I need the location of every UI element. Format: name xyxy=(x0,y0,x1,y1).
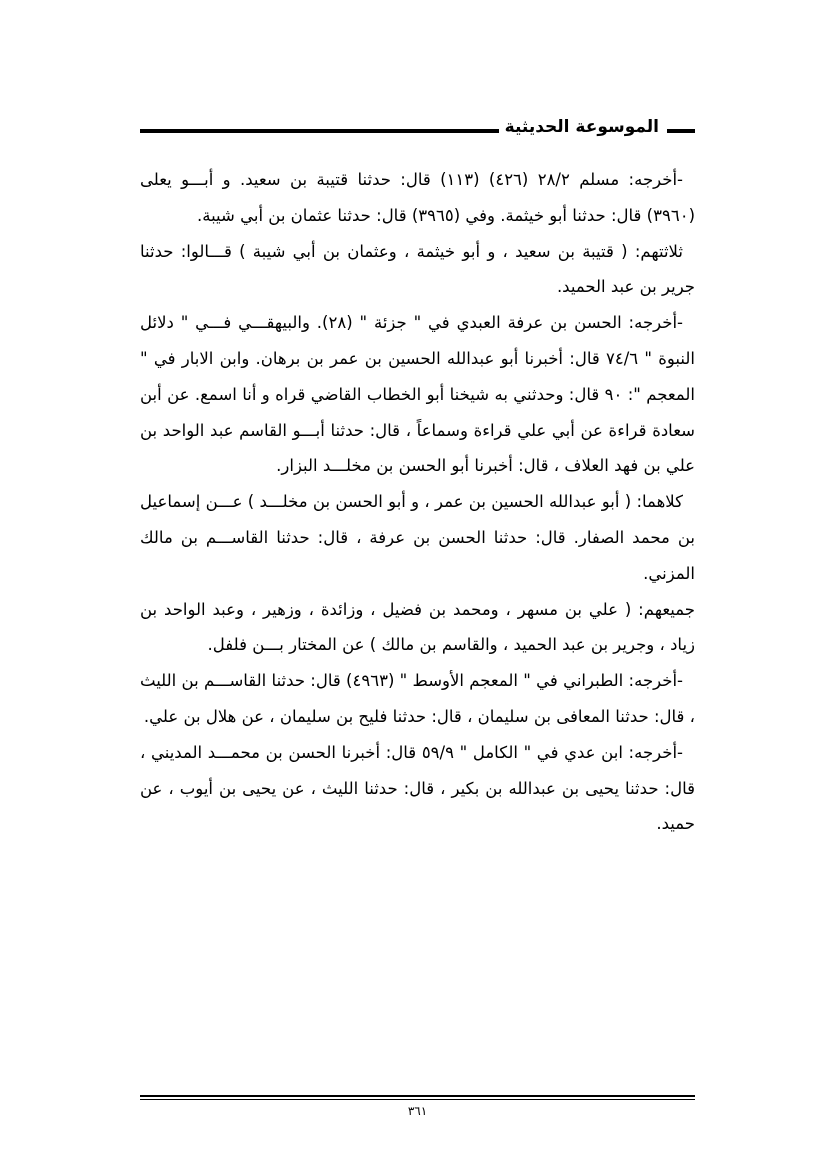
paragraph-takhrij-ibn-adi: -أخرجه: ابن عدي في " الكامل " ٥٩/٩ قال: أخبرنا الحسن بن محمـــد المديني ، قال: حدثنا يحيى بن عبدالله بن بكير ، قال: حدثنا الليث ، عن يحيى بن أيوب ، عن حميد. xyxy=(140,742,695,834)
paragraph-takhrij-hasan-ibn-arafa: -أخرجه: الحسن بن عرفة العبدي في " جزئة " (٢٨). والبيهقـــي فـــي " دلائل النبوة " ٧٤/٦ قال: أخبرنا أبو عبدالله الحسين بن عمر بن برهان. وابن الابار في " المعجم ": ٩٠ قال: وحدثني به شيخنا أبو الخطاب القاضي قراه و أنا اسمع. عن أبن سعادة قراءة عن أبي علي قراءة وسماعاً ، قال: حدثنا أبـــو القاسم عبد الواحد بن علي بن فهد العلاف ، قال: أخبرنا أبو الحسن بن مخلـــد البزار. xyxy=(140,313,696,476)
header-rule-long xyxy=(140,129,510,133)
header-rule-short xyxy=(667,129,695,133)
footer-rule-thick xyxy=(140,1095,695,1097)
paragraph-kilahuma: كلاهما: ( أبو عبدالله الحسين بن عمر ، و أبو الحسن بن مخلـــد ) عـــن إسماعيل بن محمد الصفار. قال: حدثنا الحسن بن عرفة ، قال: حدثنا القاســـم بن مالك المزني. xyxy=(140,492,695,583)
page-header xyxy=(140,112,695,142)
paragraph-jamiuhum: جميعهم: ( علي بن مسهر ، ومحمد بن فضيل ، وزائدة ، وزهير ، وعبد الواحد بن زياد ، وجرير بن عبد الحميد ، والقاسم بن مالك ) عن المختار بـــن فلفل. xyxy=(140,599,695,655)
page-header-title: الموسوعة الحديثية xyxy=(499,112,665,142)
body-text xyxy=(140,162,695,842)
page-number: ٣٦١ xyxy=(407,1104,428,1118)
footer-rule-thin xyxy=(140,1099,695,1100)
paragraph-thalathatuhum: ثلاثتهم: ( قتيبة بن سعيد ، و أبو خيثمة ، وعثمان بن أبي شيبة ) قـــالوا: حدثنا جرير بن عبد الحميد. xyxy=(140,241,695,297)
paragraph-takhrij-muslim: -أخرجه: مسلم ٢٨/٢ (٤٢٦) (١١٣) قال: حدثنا قتيبة بن سعيد. و أبـــو يعلى (٣٩٦٠) قال: حدثنا أبو خيثمة. وفي (٣٩٦٥) قال: حدثنا عثمان بن أبي شيبة. xyxy=(140,170,695,225)
paragraph-takhrij-tabarani: -أخرجه: الطبراني في " المعجم الأوسط " (٤٩٦٣) قال: حدثنا القاســـم بن الليث ، قال: حدثنا المعافى بن سليمان ، قال: حدثنا فليح بن سليمان ، عن هلال بن علي. xyxy=(140,671,695,726)
